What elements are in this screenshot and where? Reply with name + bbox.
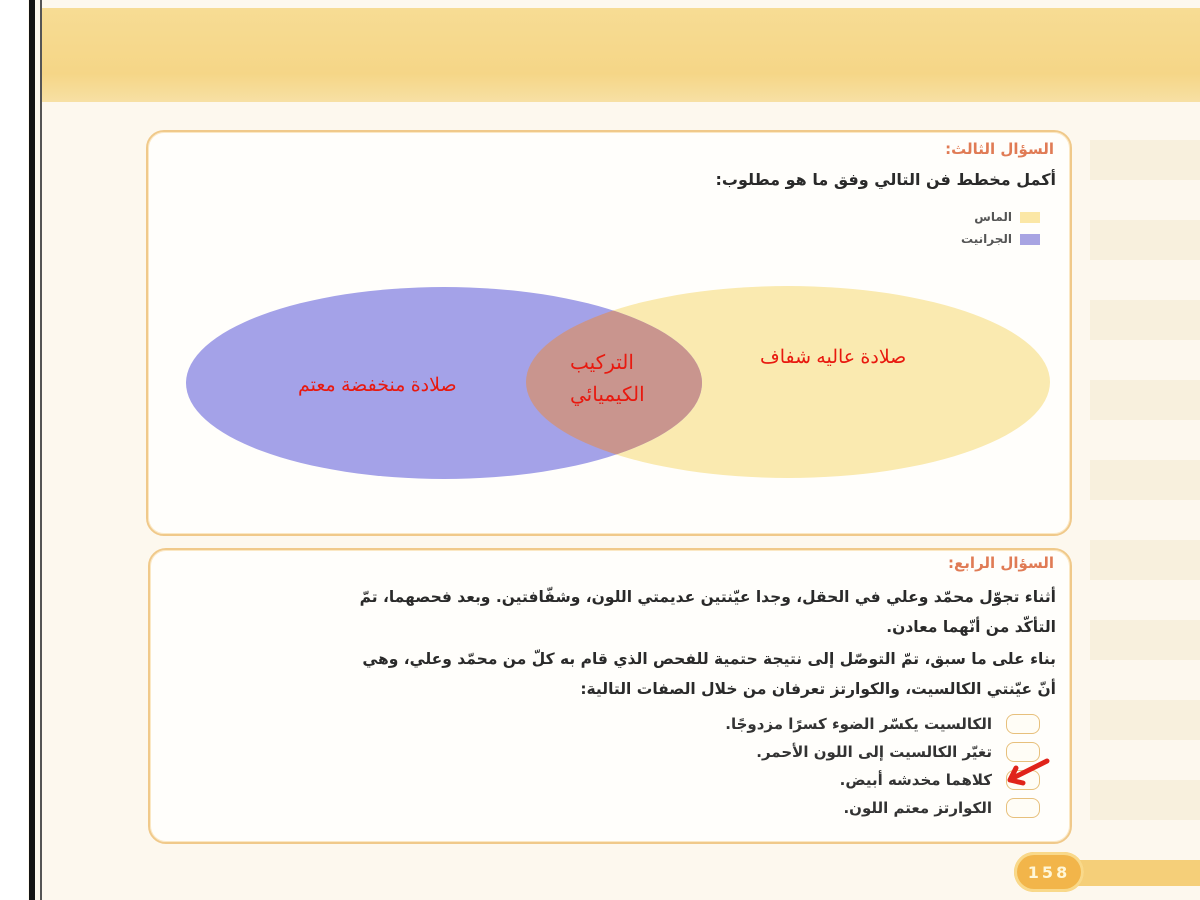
page-number: 158	[1014, 852, 1084, 892]
legend-label-diamond: الماس	[974, 210, 1012, 224]
option-3-label: كلاهما مخدشه أبيض.	[839, 771, 992, 789]
question-4-para1-line2: التأكّد من أنّهما معادن.	[886, 618, 1056, 636]
venn-right-label: صلادة عاليه شفاف	[760, 347, 907, 368]
option-1[interactable]	[725, 714, 1040, 734]
question-3-title: السؤال الثالث:	[945, 140, 1054, 158]
left-border-thin	[40, 0, 42, 900]
legend-label-granite: الجرانيت	[961, 232, 1012, 246]
option-1-label: الكالسيت يكسّر الضوء كسرًا مزدوجًا.	[725, 715, 992, 733]
option-2-label: تغيّر الكالسيت إلى اللون الأحمر.	[756, 743, 992, 761]
question-4-title: السؤال الرابع:	[948, 554, 1054, 572]
page-header-band	[42, 8, 1200, 102]
venn-center-label-line2: الكيميائي	[570, 384, 645, 406]
option-2[interactable]	[756, 742, 1040, 762]
venn-diagram	[148, 132, 1070, 534]
background-decoration	[1090, 140, 1200, 840]
question-3-box	[146, 130, 1072, 536]
option-1-checkbox[interactable]	[1006, 714, 1040, 734]
venn-left-label: صلادة منخفضة معتم	[298, 375, 457, 396]
left-border-thick	[29, 0, 35, 900]
question-4-para2-line2: أنّ عيّنتي الكالسيت، والكوارتز تعرفان من خلال الصفات التالية:	[580, 680, 1056, 698]
venn-center-label-line1: التركيب	[570, 352, 634, 374]
answer-arrow-icon	[1003, 755, 1053, 789]
question-4-para1-line1: أثناء تجوّل محمّد وعلي في الحقل، وجدا عيّنتين عديمتي اللون، وشفّافتين. وبعد فحصهما، تمّ	[359, 588, 1056, 606]
option-4-label: الكوارتز معتم اللون.	[843, 799, 992, 817]
question-4-box	[148, 548, 1072, 844]
option-4-checkbox[interactable]	[1006, 798, 1040, 818]
option-4[interactable]	[843, 798, 1040, 818]
question-3-instruction: أكمل مخطط فن التالي وفق ما هو مطلوب:	[715, 170, 1056, 189]
question-4-para2-line1: بناء على ما سبق، تمّ التوصّل إلى نتيجة حتمية للفحص الذي قام به كلّ من محمّد وعلي، وهي	[362, 650, 1056, 668]
